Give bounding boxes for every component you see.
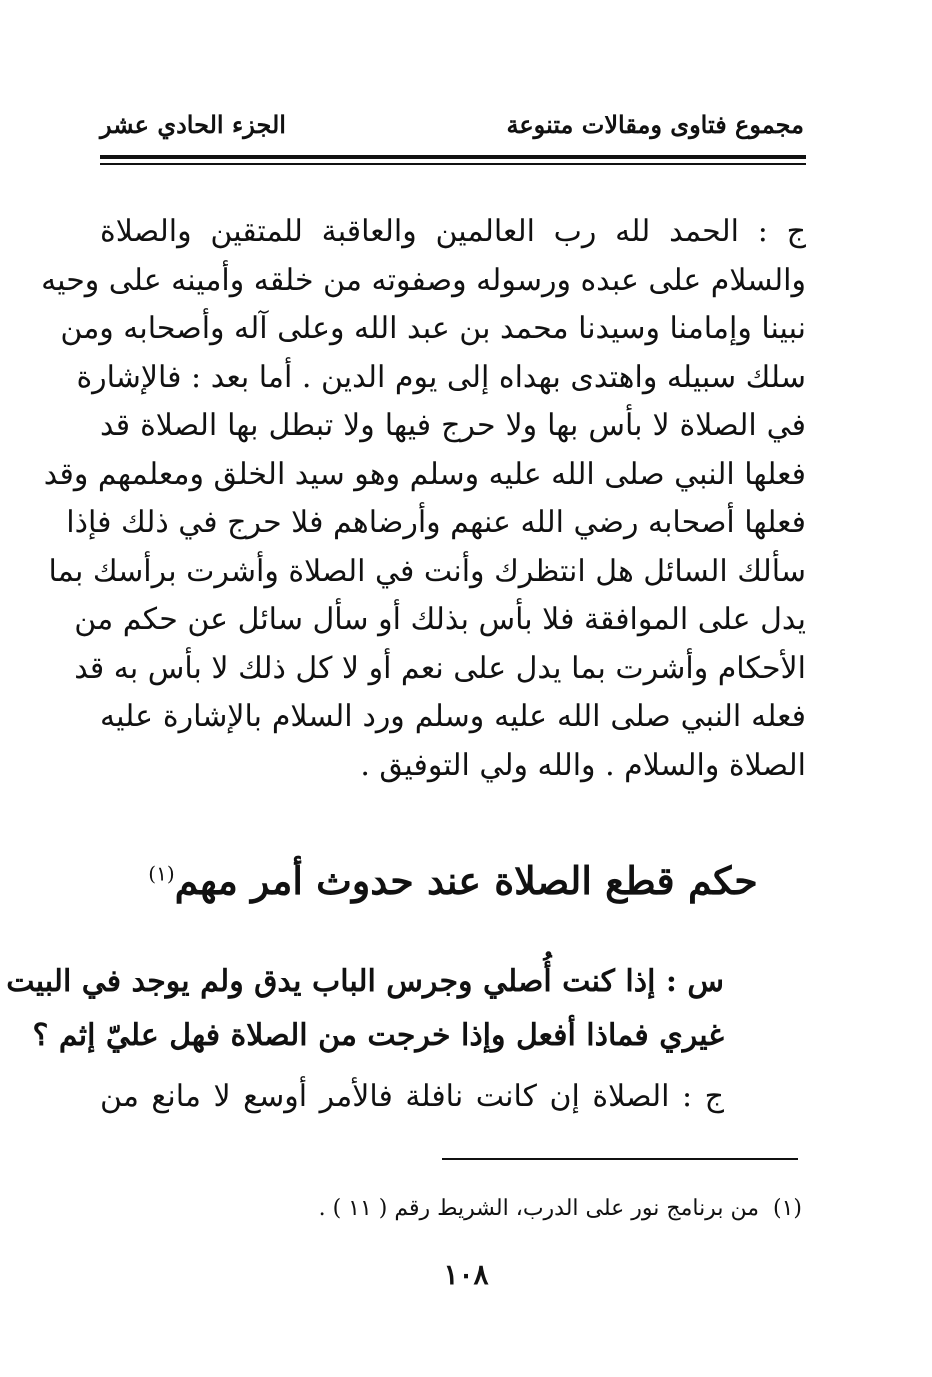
book-title: مجموع فتاوى ومقالات متنوعة [506, 110, 804, 139]
footnote-reference: (١) [148, 861, 175, 886]
footnote-separator [442, 1158, 798, 1160]
footnote [319, 1196, 802, 1221]
text-line: سألك السائل هل انتظرك وأنت في الصلاة وأشرت برأسك بما [48, 553, 806, 589]
text-line: في الصلاة لا بأس بها ولا حرج فيها ولا تبطل بها الصلاة قد [100, 408, 806, 443]
text-line: فعله النبي صلى الله عليه وسلم ورد السلام بالإشارة عليه [100, 699, 806, 734]
text-line: الصلاة والسلام . والله ولي التوفيق . [360, 747, 806, 783]
text-line: نبينا وإمامنا وسيدنا محمد بن عبد الله وعلى آله وأصحابه ومن [60, 311, 806, 346]
running-header [100, 110, 804, 150]
text-line: ج : الحمد لله رب العالمين والعاقبة للمتقين والصلاة [100, 214, 806, 249]
page-number: ١٠٨ [443, 1258, 489, 1291]
question-line: س : إذا كنت أُصلي وجرس الباب يدق ولم يوجد في البيت [6, 964, 724, 999]
answer-start-line: ج : الصلاة إن كانت نافلة فالأمر أوسع لا مانع من [100, 1079, 724, 1114]
header-rule-thin [100, 163, 806, 165]
text-line: الأحكام وأشرت بما يدل على نعم أو لا كل ذلك لا بأس به قد [74, 650, 806, 686]
header-rule-thick [100, 155, 806, 159]
question-line: غيري فماذا أفعل وإذا خرجت من الصلاة فهل عليّ إثم ؟ [32, 1018, 724, 1053]
section-title-text: حكم قطع الصلاة عند حدوث أمر مهم [174, 858, 758, 903]
text-line: والسلام على عبده ورسوله وصفوته من خلقه وأمينه على وحيه [41, 262, 806, 298]
text-line: يدل على الموافقة فلا بأس بذلك أو سأل سائل عن حكم من [74, 602, 806, 637]
text-line: سلك سبيله واهتدى بهداه إلى يوم الدين . أما بعد : فالإشارة [76, 359, 806, 395]
question-paragraph [6, 955, 724, 1063]
answer-paragraph [41, 208, 806, 790]
section-heading [100, 858, 806, 903]
footnote-marker: (١) [772, 1196, 802, 1221]
footnote-text: من برنامج نور على الدرب، الشريط رقم ( ١١ ) . [318, 1196, 759, 1221]
text-line: فعلها أصحابه رضي الله عنهم وأرضاهم فلا حرج في ذلك فإذا [66, 505, 806, 540]
volume-label: الجزء الحادي عشر [100, 110, 286, 139]
text-line: فعلها النبي صلى الله عليه وسلم وهو سيد الخلق ومعلمهم وقد [43, 456, 806, 492]
